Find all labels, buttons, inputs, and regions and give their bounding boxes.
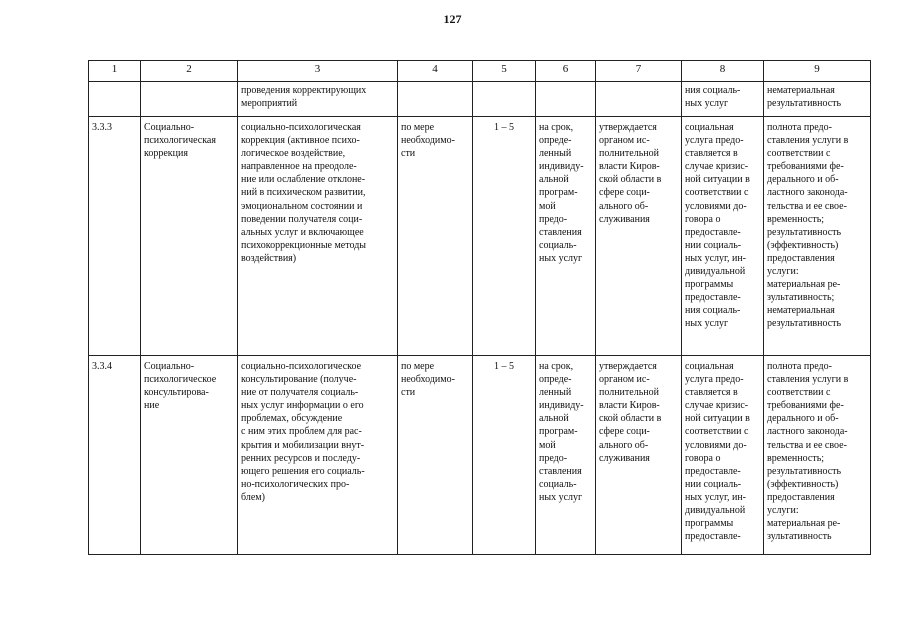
column-number-row [89, 61, 871, 82]
column-number: 8 [682, 61, 764, 82]
cell-approved: утверждается органом ис- полнительной власти Киров- ской области в сфере соци- ального об- служивания [596, 117, 682, 356]
cell-quality: полнота предо- ставления услуги в соответствии с требованиями фе- дерального и об- ластного законода- тельства и ее свое- временность; результативность (эффективность) предоставления услуги: материальная ре- зультативность; нематериальная результативность [764, 117, 871, 356]
cell-frequency: по мере необходимо- сти [398, 117, 473, 356]
cell-description: социально-психологическая коррекция (активное психо- логическое воздействие, направленное на преодоле- ние или ослабление отклоне- ний в психическом развитии, эмоциональном состоянии и поведении получателя соци- альных услуг и включающее психокоррекционные методы воздействия) [238, 117, 398, 356]
cell-conditions: социальная услуга предо- ставляется в случае кризис- ной ситуации в соответствии с условиями до- говора о предоставле- нии социаль- ных услуг, ин- дивидуальной программы предоставле- [682, 356, 764, 555]
cell-quality: полнота предо- ставления услуги в соответствии с требованиями фе- дерального и об- ластного законода- тельства и ее свое- временность; результативность (эффективность) предоставления услуги: материальная ре- зультативность [764, 356, 871, 555]
cell-quality: нематериальная результативность [764, 82, 871, 117]
cell-term: на срок, опреде- ленный индивиду- альной програм- мой предо- ставления социаль- ных услуг [536, 117, 596, 356]
column-number: 1 [89, 61, 141, 82]
column-number: 7 [596, 61, 682, 82]
cell-frequency [398, 82, 473, 117]
cell-conditions: ния социаль- ных услуг [682, 82, 764, 117]
cell-name: Социально- психологическая коррекция [141, 117, 238, 356]
column-number: 4 [398, 61, 473, 82]
column-number: 6 [536, 61, 596, 82]
cell-name [141, 82, 238, 117]
cell-name: Социально- психологическое консультирова- ние [141, 356, 238, 555]
column-number: 9 [764, 61, 871, 82]
services-table [88, 60, 871, 555]
cell-count: 1 – 5 [473, 117, 536, 356]
cell-term: на срок, опреде- ленный индивиду- альной програм- мой предо- ставления социаль- ных услуг [536, 356, 596, 555]
cell-description: социально-психологическое консультирование (получе- ние от получателя социаль- ных услуг информации о его проблемах, обсуждение с ним этих проблем для рас- крытия и мобилизации внут- ренних ресурсов и последу- ющего решения его социаль- но-психологических про- блем) [238, 356, 398, 555]
cell-approved [596, 82, 682, 117]
cell-code [89, 82, 141, 117]
column-number: 2 [141, 61, 238, 82]
cell-conditions: социальная услуга предо- ставляется в случае кризис- ной ситуации в соответствии с условиями до- говора о предоставле- нии социаль- ных услуг, ин- дивидуальной программы предоставле- ния социаль- ных услуг [682, 117, 764, 356]
cell-count: 1 – 5 [473, 356, 536, 555]
cell-code: 3.3.3 [89, 117, 141, 356]
column-number: 3 [238, 61, 398, 82]
cell-description: проведения корректирующих мероприятий [238, 82, 398, 117]
cell-term [536, 82, 596, 117]
page-number: 127 [443, 12, 462, 26]
column-number: 5 [473, 61, 536, 82]
cell-code: 3.3.4 [89, 356, 141, 555]
cell-approved: утверждается органом ис- полнительной власти Киров- ской области в сфере соци- ального об- служивания [596, 356, 682, 555]
table-row [89, 356, 871, 555]
cell-frequency: по мере необходимо- сти [398, 356, 473, 555]
continuation-row [89, 82, 871, 117]
cell-count [473, 82, 536, 117]
table-row [89, 117, 871, 356]
